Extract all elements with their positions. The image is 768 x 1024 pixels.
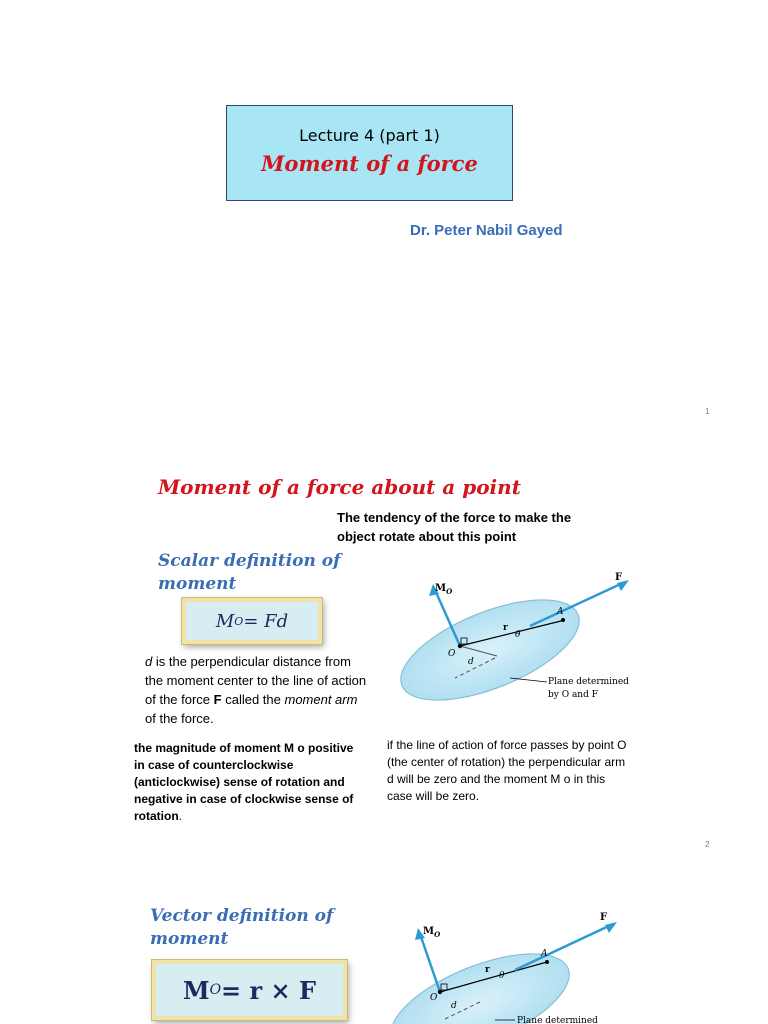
label-theta: θ	[515, 630, 521, 640]
label-d: d	[468, 657, 474, 667]
label-plane-1: Plane determined	[548, 677, 629, 687]
plane-disc	[378, 933, 583, 1024]
magnitude-body: the magnitude of moment M o positive in case of counterclockwise (anticlockwise) sense of rotation and negative in case of clockwise sense of rotation	[134, 741, 354, 823]
magnitude-end: .	[178, 809, 183, 823]
vformula-lhs: M	[182, 975, 210, 1005]
vector-heading	[150, 905, 333, 951]
vector-heading-line1: Vector definition of	[150, 906, 334, 926]
label-d: d	[451, 1001, 457, 1011]
author-name: Dr. Peter Nabil Gayed	[410, 222, 563, 239]
label-a: A	[541, 949, 548, 959]
vector-moment-figure	[375, 904, 625, 1024]
moment-figure	[385, 560, 635, 720]
magnitude-text	[134, 740, 366, 825]
label-r: r	[485, 965, 490, 975]
scalar-heading-line2: moment	[158, 574, 237, 594]
d-desc-arm: moment arm	[284, 692, 358, 707]
formula-sub: O	[234, 614, 244, 628]
d-desc-f: F	[213, 692, 222, 707]
label-plane-2: by O and F	[548, 690, 598, 700]
label-o: O	[430, 993, 438, 1003]
force-arrowhead	[605, 922, 617, 933]
scalar-formula-box	[182, 598, 322, 644]
vformula-sub: O	[209, 982, 222, 998]
d-desc-text: is the perpendicular distance from the moment center to the line of action of the force	[145, 654, 367, 707]
point-a	[561, 618, 565, 622]
vector-heading-line2: moment	[150, 929, 229, 949]
slide-heading: Moment of a force about a point	[158, 475, 521, 499]
point-a	[545, 960, 549, 964]
point-o	[438, 990, 442, 994]
label-r: r	[503, 623, 508, 633]
d-desc-end: of the force.	[145, 711, 214, 726]
slide-2	[0, 430, 768, 860]
label-o: O	[448, 649, 456, 659]
label-mo: $M_O$	[423, 926, 441, 939]
label-a: A	[557, 607, 564, 617]
slide-title: Moment of a force	[261, 151, 478, 176]
title-box	[226, 105, 513, 201]
scalar-heading	[158, 550, 340, 596]
label-plane-1: Plane determined	[517, 1016, 598, 1024]
d-description	[145, 652, 370, 728]
page-number: 2	[705, 840, 710, 849]
point-o	[458, 644, 462, 648]
slide-1	[0, 0, 768, 430]
formula-lhs: M	[215, 610, 235, 632]
tendency-text: The tendency of the force to make the object rotate about this point	[337, 510, 572, 544]
scalar-heading-line1: Scalar definition of	[158, 551, 341, 571]
page-number: 1	[705, 407, 710, 416]
formula-rhs: = Fd	[243, 610, 289, 632]
lecture-label: Lecture 4 (part 1)	[299, 126, 440, 145]
label-mo: $M_O$	[435, 583, 453, 596]
vector-formula-box	[152, 960, 347, 1020]
moment-vector-line	[420, 934, 440, 992]
label-f: F	[600, 912, 608, 923]
label-f: F	[615, 572, 623, 583]
line-of-action-text: if the line of action of force passes by point O (the center of rotation) the perpendicular arm d will be zero and the moment M o in this case will be zero.	[387, 738, 627, 803]
d-symbol: d	[145, 654, 153, 669]
slide-3	[0, 860, 768, 1024]
vformula-rhs: = r × F	[221, 975, 317, 1005]
d-desc-called: called the	[221, 692, 285, 707]
label-theta: θ	[499, 971, 505, 981]
